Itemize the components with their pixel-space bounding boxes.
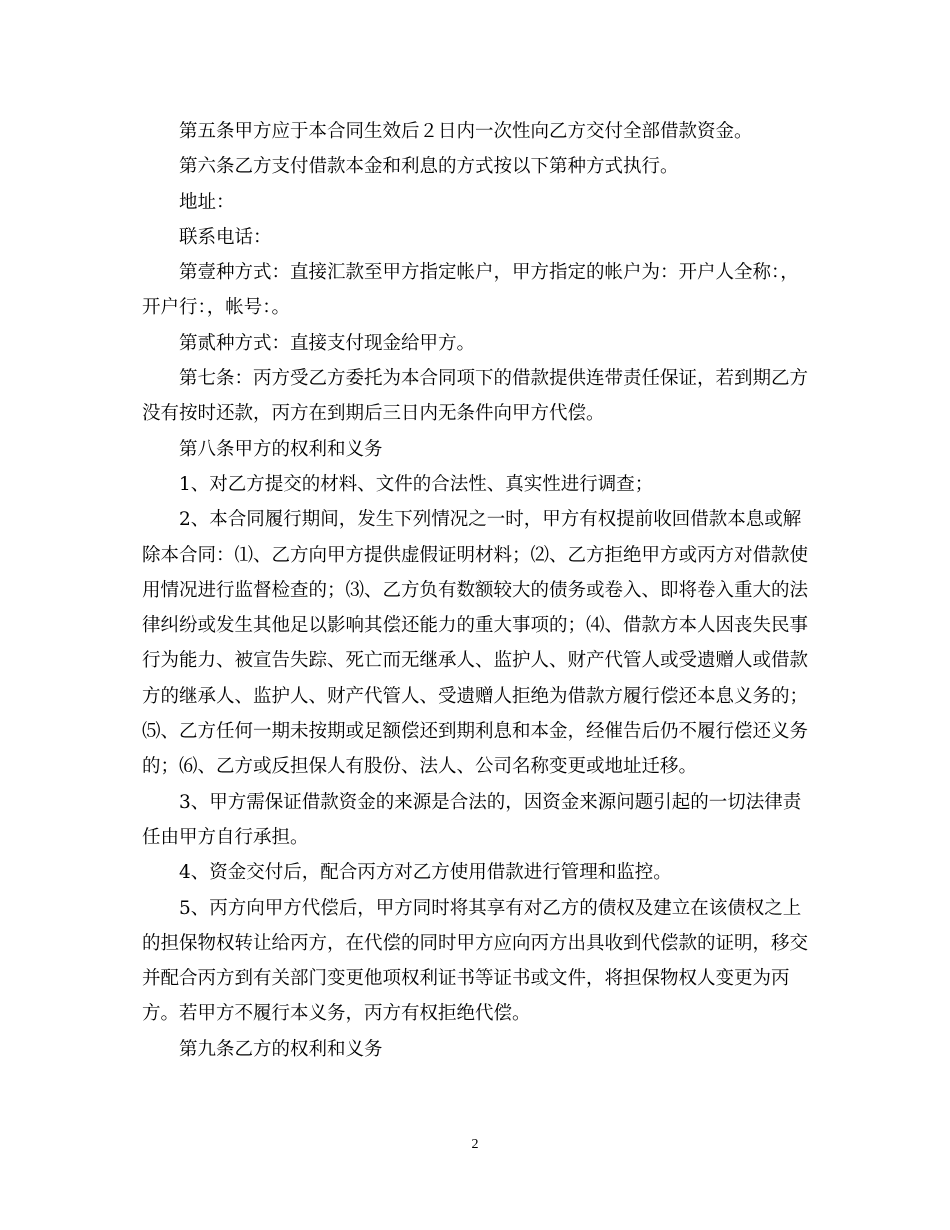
paragraph-line: 并配合丙方到有关部门变更他项权利证书等证书或文件，将担保物权人变更为丙 xyxy=(142,968,790,990)
paragraph xyxy=(142,185,810,220)
paragraph-line: 第壹种方式：直接汇款至甲方指定帐户，甲方指定的帐户为：开户人全称：， xyxy=(179,262,799,284)
paragraph xyxy=(142,432,810,467)
paragraph-line: 没有按时还款，丙方在到期后三日内无条件向甲方代偿。 xyxy=(142,403,605,425)
paragraph-line: ⑸、乙方任何一期未按期或足额偿还到期利息和本金，经催告后仍不履行偿还义务 xyxy=(142,721,809,743)
paragraph-line: 的担保物权转让给丙方，在代偿的同时甲方应向丙方出具收到代偿款的证明，移交 xyxy=(142,932,809,954)
paragraph-line: 任由甲方自行承担。 xyxy=(142,826,309,848)
paragraph xyxy=(142,855,810,890)
paragraph-line: 第六条乙方支付借款本金和利息的方式按以下第种方式执行。 xyxy=(179,156,679,178)
paragraph xyxy=(142,326,810,361)
paragraph-line: 第贰种方式：直接支付现金给甲方。 xyxy=(179,332,476,354)
paragraph-line: 的；⑹、乙方或反担保人有股份、法人、公司名称变更或地址迁移。 xyxy=(142,756,698,778)
paragraph-line: 第八条甲方的权利和义务 xyxy=(179,438,383,460)
paragraph-line: 4、资金交付后，配合丙方对乙方使用借款进行管理和监控。 xyxy=(179,862,672,884)
paragraph xyxy=(142,361,810,432)
paragraph-line: 第九条乙方的权利和义务 xyxy=(179,1038,383,1060)
paragraph xyxy=(142,114,810,149)
paragraph-line: 3、甲方需保证借款资金的来源是合法的，因资金来源问题引起的一切法律责 xyxy=(179,791,802,813)
page-number: 2 xyxy=(471,1137,479,1152)
paragraph xyxy=(142,467,810,502)
paragraph-line: 方的继承人、监护人、财产代管人、受遗赠人拒绝为借款方履行偿还本息义务的； xyxy=(142,685,809,707)
paragraph-line: 5、丙方向甲方代偿后，甲方同时将其享有对乙方的债权及建立在该债权之上 xyxy=(179,897,802,919)
paragraph-line: 2、本合同履行期间，发生下列情况之一时，甲方有权提前收回借款本息或解 xyxy=(179,509,802,531)
paragraph-line: 第五条甲方应于本合同生效后２日内一次性向乙方交付全部借款资金。 xyxy=(179,121,753,142)
paragraph xyxy=(142,255,810,326)
paragraph-line: 用情况进行监督检查的；⑶、乙方负有数额较大的债务或卷入、即将卷入重大的法 xyxy=(142,579,809,601)
document-body xyxy=(142,114,810,1067)
paragraph xyxy=(142,149,810,184)
paragraph-line: 方。若甲方不履行本义务，丙方有权拒绝代偿。 xyxy=(142,1003,531,1025)
paragraph-line: 除本合同：⑴、乙方向甲方提供虚假证明材料；⑵、乙方拒绝甲方或丙方对借款使 xyxy=(142,544,809,566)
paragraph xyxy=(142,785,810,856)
paragraph-line: 地址： xyxy=(179,191,235,213)
paragraph-line: 第七条：丙方受乙方委托为本合同项下的借款提供连带责任保证，若到期乙方 xyxy=(179,368,809,390)
paragraph-line: 律纠纷或发生其他足以影响其偿还能力的重大事项的；⑷、借款方本人因丧失民事 xyxy=(142,615,809,637)
paragraph-line: 联系电话： xyxy=(179,226,272,248)
paragraph xyxy=(142,891,810,1032)
paragraph xyxy=(142,502,810,784)
paragraph-line: 行为能力、被宣告失踪、死亡而无继承人、监护人、财产代管人或受遗赠人或借款 xyxy=(142,650,809,672)
paragraph-line: 开户行：，帐号：。 xyxy=(142,297,291,319)
paragraph xyxy=(142,220,810,255)
paragraph-line: 1、对乙方提交的材料、文件的合法性、真实性进行调查； xyxy=(179,473,654,495)
paragraph xyxy=(142,1032,810,1067)
